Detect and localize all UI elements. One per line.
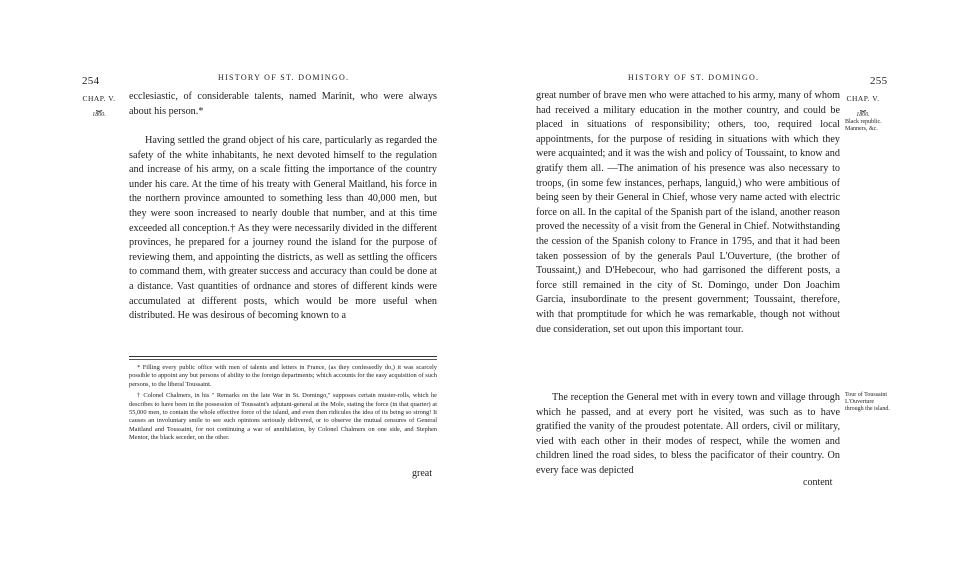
footnote-rule-thin [129,359,437,360]
paragraph-2: The reception the General met with in every town and village through which he passed, and at every port he visited, was such as to have gratified the vanity of the proudest potentate. All orders, civil or military, vied with each other in their modes of respect, while the women and children lined the road sides, to bless the pacificator of their country. On every face was depicted [536,392,840,476]
footnote-rule [129,356,437,357]
opening-lines: ecclesiastic, of considerable talents, named Marinit, who were always about his person.* [129,91,437,117]
margin-year: 1800. [92,112,106,118]
margin-note-tour: Tour of Toussaint L'Ouverture through the island. [845,392,890,412]
footnote-1: * Filling every public office with men of talents and letters in France, (as they confessedly do,) it was scarcely possible to appoint any but persons of ability to the foreign departments; which accounts for the easy acquisition of such persons, to the liberal Toussaint. [129,364,437,388]
main-text-block [536,89,840,337]
brace-icon: ⏟ [96,101,102,112]
catchword: content [803,477,833,488]
margin-chapter: CHAP. V. [82,94,116,103]
paragraph-1: great number of brave men who were attached to his army, many of whom had received a military education in the mother country, and could be placed in situations of responsibility; others, too, required local appointments, for the purpose of residing in situations with which they were acquainted; and it was the wish and policy of Toussaint, to know and gratify them all. —The animation of his presence was also necessary to troops, (in some few instances, perhaps, languid,) who were ambitious of being seen by their General in Chief, whose very name acted with electric force on all. In the capital of the Spanish part of the island, another reason proved the necessity of a visit from the General in Chief. Notwithstanding the cession of the Spanish colony to France in 1795, and that it had been taken possession of by the generals Paul L'Ouverture, (the brother of Toussaint,) and D'Hebecour, who had garrisoned the different posts, a force still remained in the city of St. Domingo, under Don Joachim Garcia, insubordinate to the present government; Toussaint, therefore, with that promptitude for which he was remarkable, though not without due consideration, set out upon this important tour. [536,90,840,335]
opening-lines-block [129,90,437,119]
second-text-block [536,391,840,479]
main-text-block [129,134,437,324]
right-page [490,0,980,573]
footnotes [129,364,437,446]
brace-icon: ⏟ [860,101,866,112]
footnote-2: † Colonel Chalmers, in his " Remarks on the late War in St. Domingo," supposes certain muster-rolls, which he describes to have been in the possession of Toussaint's adjutant-general at the Mole, stating the force (in that quarter) at 55,000 men, to contain the whole effective force of the island, and even then ridicules the idea of its being so strong! It causes an involuntary smile to see such opinions seriously delivered, or to observe the mutual censures of General Maitland and Toussaint, for not continuing a war of annihilation, by Colonel Chalmers on one side, and Stephen Mentor, the black seceder, on the other. [129,392,437,442]
page-number: 254 [82,75,100,87]
margin-chapter-note [80,95,118,119]
main-paragraph: Having settled the grand object of his care, particularly as regarded the safety of the white inhabitants, he next devoted himself to the regulation and increase of his army, on a scale fitting the importance of the country under his care. At the time of his treaty with General Maitland, his force in the northern province amounted to something less than 40,000 men, but they were soon increased to nearly double that number, and at this time exceeded all conception.† As they were necessarily divided in the different provinces, he prepared for a journey round the island for the purpose of reviewing them, and appointing the districts, as well as settling the officers to command them, with greater success and accuracy than could be done at a distance. Vast quantities of ordnance and stores of different kinds were accumulated at different posts, which would be more useful when distributed. He was desirous of becoming known to a [129,135,437,322]
margin-year: 1800. [856,112,870,118]
margin-note-republic: Black republic. Manners, &c. [845,119,882,132]
catchword: great [412,468,432,479]
page-number: 255 [870,75,888,87]
running-head: HISTORY OF ST. DOMINGO. [628,73,760,82]
margin-chapter-note [844,95,882,119]
margin-chapter: CHAP. V. [846,94,880,103]
running-head: HISTORY OF ST. DOMINGO. [218,73,350,82]
